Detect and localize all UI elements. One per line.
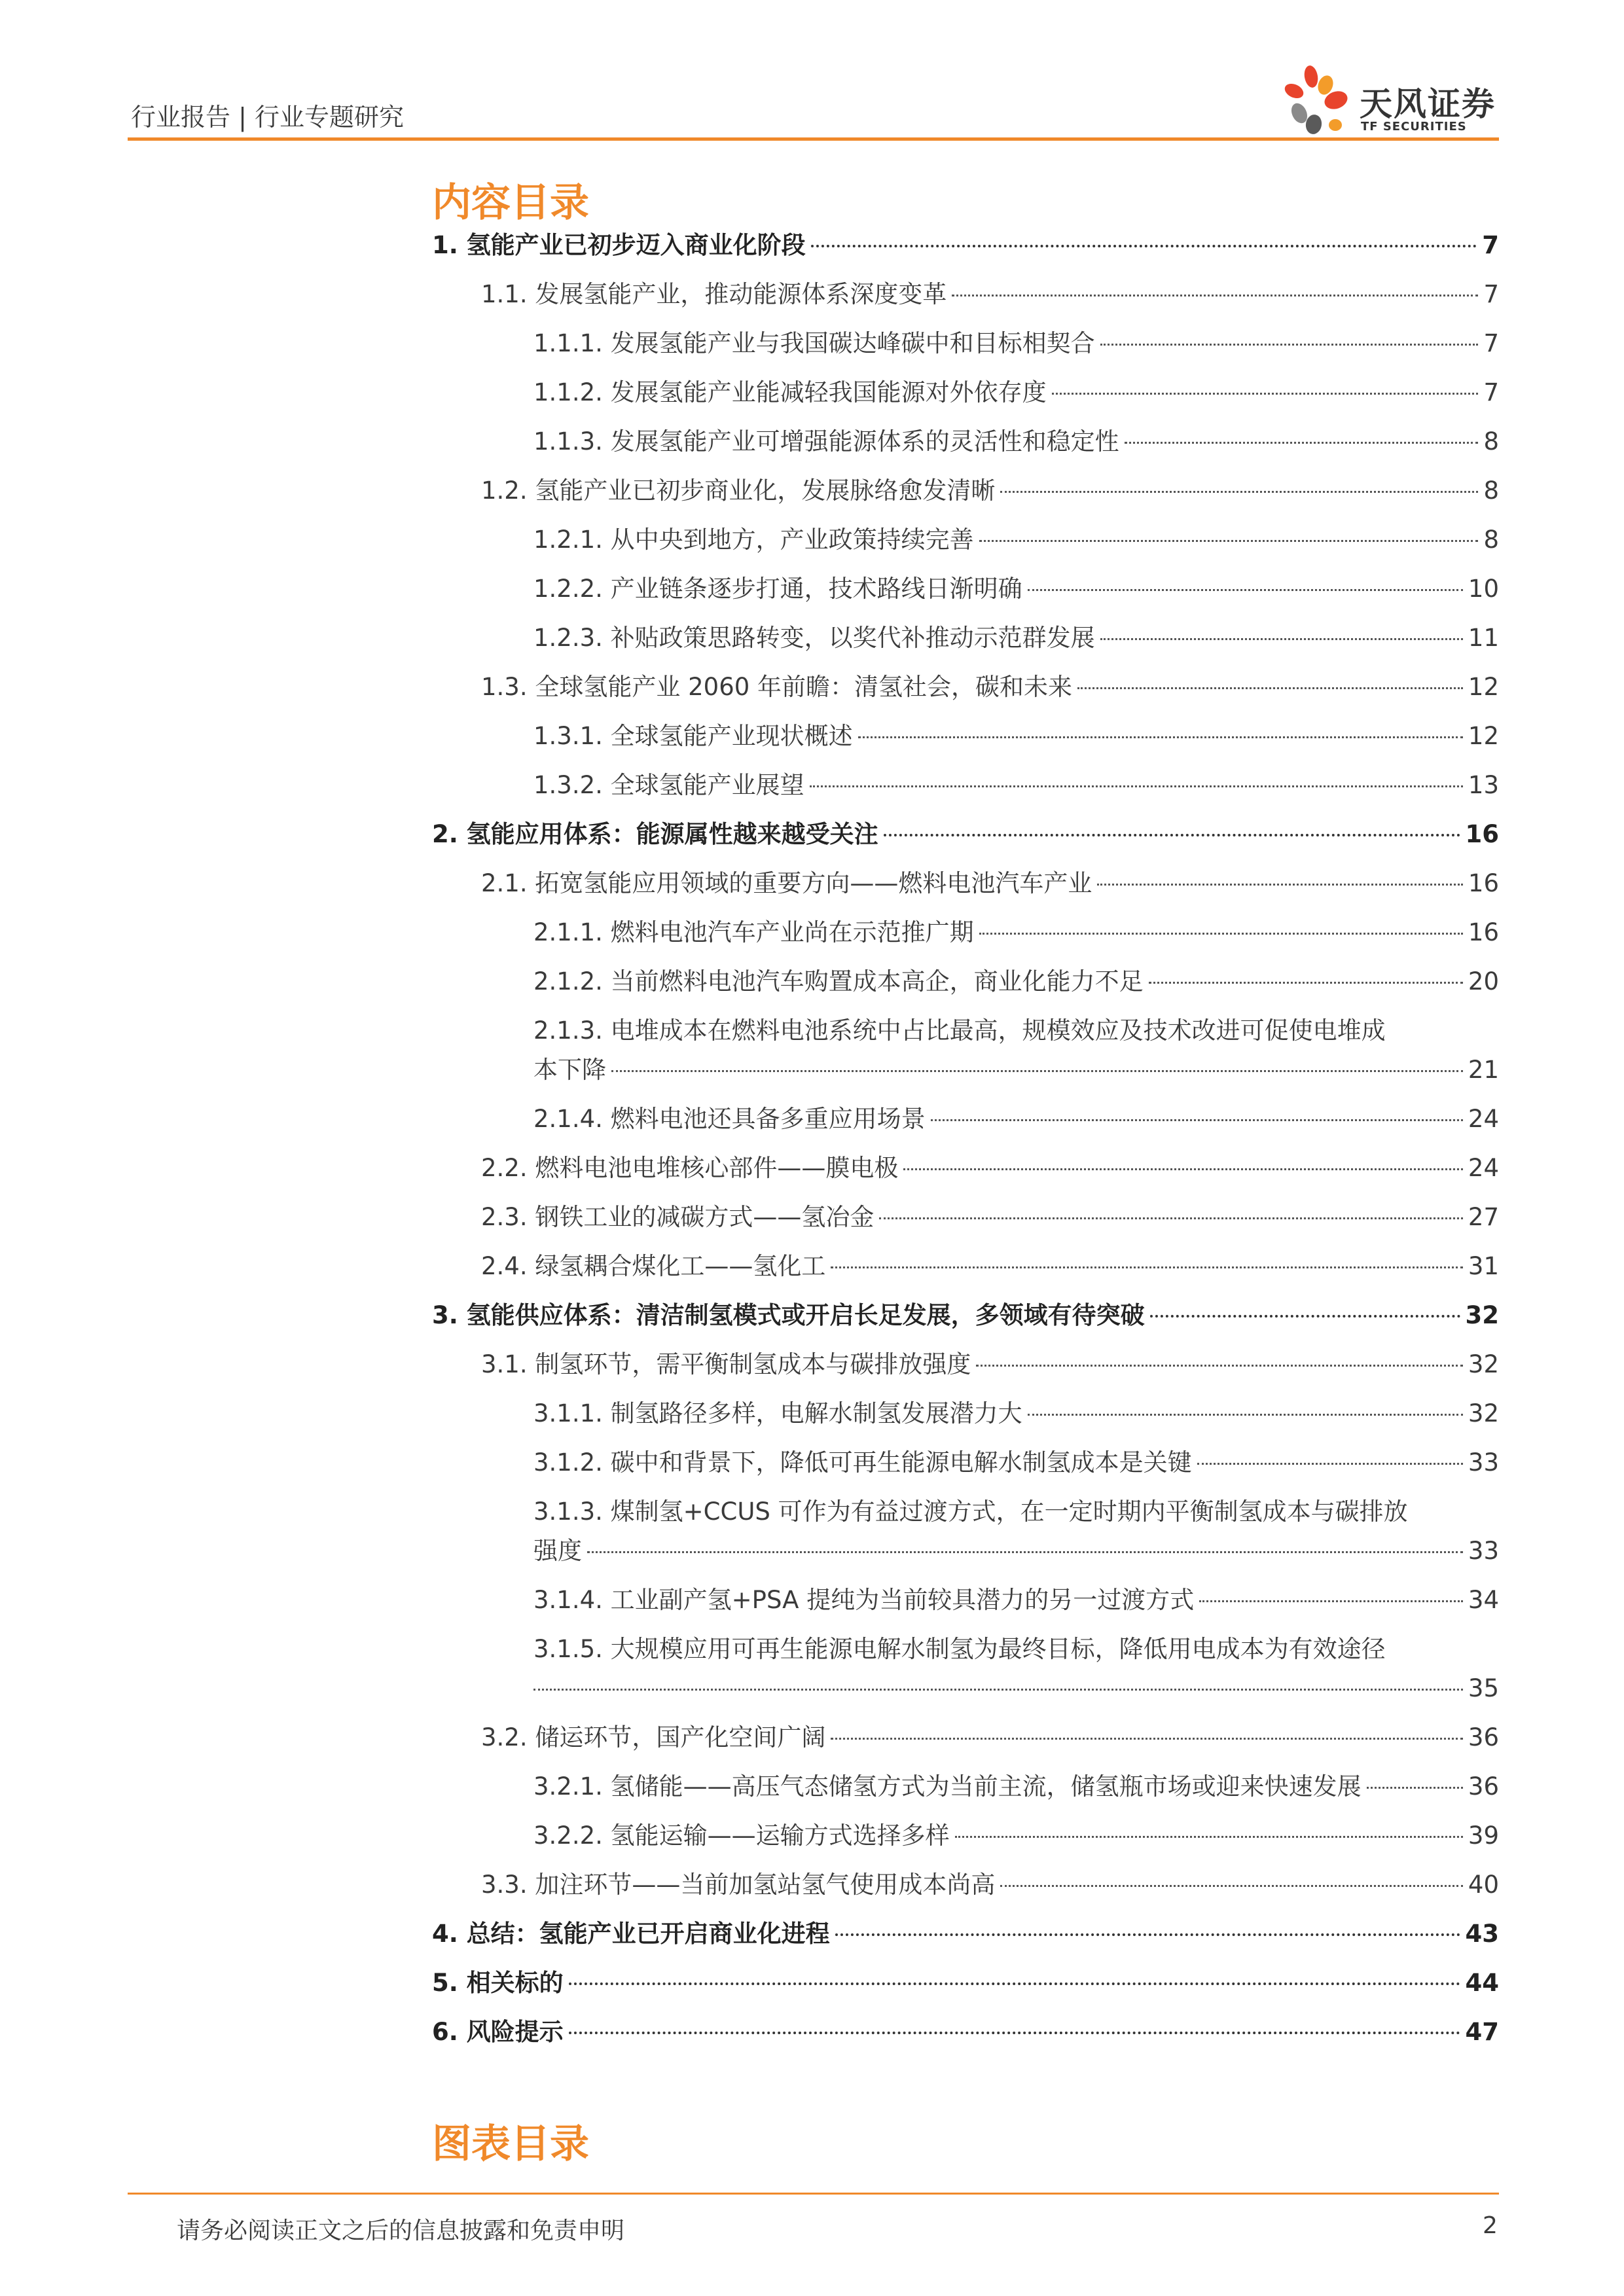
footer-divider (128, 2193, 1499, 2195)
toc-entry-label: 1.3. 全球氢能产业 2060 年前瞻：清氢社会，碳和未来 (481, 673, 1073, 701)
toc-dot-leader (1125, 442, 1479, 444)
toc-entry[interactable] (432, 2016, 1499, 2049)
toc-entry[interactable] (533, 720, 1499, 753)
toc-entry[interactable] (533, 1770, 1499, 1803)
toc-entry-label: 1.2. 氢能产业已初步商业化，发展脉络愈发清晰 (481, 476, 996, 505)
toc-entry[interactable] (533, 327, 1499, 360)
toc-entry-page: 8 (1483, 427, 1499, 456)
toc-dot-leader (1028, 589, 1463, 591)
toc-dot-leader (1077, 687, 1463, 689)
toc-entry-page: 8 (1483, 526, 1499, 554)
toc-entry[interactable] (533, 573, 1499, 605)
toc-dot-leader (533, 1689, 1463, 1691)
toc-entry-page: 7 (1483, 280, 1499, 308)
toc-entry-page: 12 (1468, 673, 1499, 701)
toc-entry-page: 16 (1465, 820, 1499, 848)
toc-dot-leader (1000, 491, 1478, 493)
toc-dot-leader (1150, 1315, 1460, 1318)
toc-entry[interactable] (533, 1446, 1499, 1479)
toc-entry[interactable] (481, 1348, 1499, 1381)
toc-dot-leader (903, 1168, 1463, 1170)
toc-entry-label: 3.1.3. 煤制氢+CCUS 可作为有益过渡方式，在一定时期内平衡制氢成本与碳排放 (533, 1498, 1408, 1526)
toc-entry[interactable] (481, 1152, 1499, 1185)
toc-entry-page: 43 (1465, 1920, 1499, 1948)
toc-dot-leader (1367, 1787, 1463, 1789)
toc-entry[interactable] (533, 1397, 1499, 1430)
toc-dot-leader (831, 1266, 1463, 1268)
toc-dot-leader (884, 834, 1460, 836)
toc-dot-leader (831, 1738, 1463, 1740)
toc-entry[interactable] (533, 965, 1499, 998)
toc-entry-label: 3.1.5. 大规模应用可再生能源电解水制氢为最终目标，降低用电成本为有效途径 (533, 1635, 1386, 1663)
toc-entry-page: 34 (1468, 1586, 1499, 1614)
toc-entry-label: 3.2.1. 氢储能——高压气态储氢方式为当前主流，储氢瓶市场或迎来快速发展 (533, 1772, 1362, 1801)
toc-entry-page: 8 (1483, 476, 1499, 505)
toc-entry-page: 7 (1483, 329, 1499, 357)
toc-dot-leader (931, 1119, 1463, 1121)
toc-entry[interactable] (481, 1721, 1499, 1754)
toc-entry-label: 3.1. 制氢环节，需平衡制氢成本与碳排放强度 (481, 1350, 971, 1378)
toc-dot-leader (879, 1217, 1463, 1219)
toc-entry[interactable] (481, 1201, 1499, 1234)
toc-entry-label: 强度 (533, 1537, 582, 1565)
toc-entry-label: 1.1.2. 发展氢能产业能减轻我国能源对外依存度 (533, 378, 1047, 406)
toc-dot-leader (811, 245, 1477, 247)
toc-entry-label: 2.2. 燃料电池电堆核心部件——膜电极 (481, 1154, 899, 1182)
logo-name: 天风证券 (1360, 85, 1496, 123)
toc-entry-label: 4. 总结：氢能产业已开启商业化进程 (432, 1920, 830, 1948)
header-breadcrumb: 行业报告 | 行业专题研究 (131, 103, 404, 132)
toc-entry-page: 7 (1483, 378, 1499, 406)
toc-entry-label: 3.1.4. 工业副产氢+PSA 提纯为当前较具潜力的另一过渡方式 (533, 1586, 1195, 1614)
toc-entry-page: 12 (1468, 722, 1499, 750)
toc-entry-page: 16 (1468, 869, 1499, 897)
toc-dot-leader (1097, 884, 1463, 886)
toc-dot-leader (1197, 1463, 1463, 1465)
toc-entry-page: 21 (1468, 1056, 1499, 1084)
toc-dot-leader (1000, 1885, 1463, 1887)
toc-entry-page: 35 (1468, 1674, 1499, 1702)
toc-entry-label: 2. 氢能应用体系：能源属性越来越受关注 (432, 820, 878, 848)
toc-entry-page: 44 (1465, 1969, 1499, 1997)
toc-entry[interactable] (432, 1967, 1499, 2000)
toc-dot-leader (952, 295, 1478, 296)
toc-title: 内容目录 (432, 180, 589, 226)
toc-entry-page: 32 (1465, 1301, 1499, 1329)
toc-entry-page: 36 (1468, 1772, 1499, 1801)
toc-entry-label: 5. 相关标的 (432, 1969, 564, 1997)
figure-toc-title: 图表目录 (432, 2121, 589, 2167)
toc-dot-leader (979, 540, 1479, 542)
toc-dot-leader (1199, 1600, 1463, 1602)
toc-dot-leader (1100, 638, 1463, 640)
toc-entry-page: 33 (1468, 1537, 1499, 1565)
toc-entry[interactable] (481, 1869, 1499, 1901)
toc-entry[interactable] (432, 1299, 1499, 1332)
toc-entry-label: 3.1.1. 制氢路径多样，电解水制氢发展潜力大 (533, 1399, 1022, 1427)
toc-entry-page: 36 (1468, 1723, 1499, 1751)
toc-entry[interactable] (533, 425, 1499, 458)
toc-dot-leader (976, 1365, 1463, 1367)
toc-entry-label: 1. 氢能产业已初步迈入商业化阶段 (432, 231, 806, 259)
toc-entry-label: 2.4. 绿氢耦合煤化工——氢化工 (481, 1252, 826, 1280)
toc-entry-label: 1.1.1. 发展氢能产业与我国碳达峰碳中和目标相契合 (533, 329, 1095, 357)
toc-entry-page: 11 (1468, 624, 1499, 652)
toc-dot-leader (611, 1070, 1463, 1072)
toc-entry-label: 3.3. 加注环节——当前加氢站氢气使用成本尚高 (481, 1871, 996, 1899)
toc-entry-label: 1.1.3. 发展氢能产业可增强能源体系的灵活性和稳定性 (533, 427, 1119, 456)
toc-dot-leader (587, 1551, 1463, 1553)
toc-entry[interactable] (533, 916, 1499, 949)
toc-entry-label: 2.3. 钢铁工业的减碳方式——氢冶金 (481, 1203, 875, 1231)
toc-entry-label: 2.1.1. 燃料电池汽车产业尚在示范推广期 (533, 918, 974, 946)
toc-dot-leader (979, 933, 1463, 935)
toc-entry-page: 32 (1468, 1350, 1499, 1378)
toc-entry-label: 1.3.1. 全球氢能产业现状概述 (533, 722, 853, 750)
toc-entry-page: 24 (1468, 1105, 1499, 1133)
toc-dot-leader (569, 1982, 1460, 1985)
toc-entry-label: 3.1.2. 碳中和背景下，降低可再生能源电解水制氢成本是关键 (533, 1448, 1192, 1477)
logo-subtitle: TF SECURITIES (1361, 120, 1467, 134)
toc-entry-label: 2.1.3. 电堆成本在燃料电池系统中占比最高，规模效应及技术改进可促使电堆成 (533, 1016, 1386, 1045)
page-number: 2 (1483, 2212, 1498, 2239)
toc-entry[interactable] (432, 229, 1499, 262)
toc-entry-page: 31 (1468, 1252, 1499, 1280)
toc-entry-label: 3.2.2. 氢能运输——运输方式选择多样 (533, 1821, 950, 1850)
toc-entry[interactable] (533, 1633, 1499, 1705)
toc-entry-label: 2.1.2. 当前燃料电池汽车购置成本高企，商业化能力不足 (533, 967, 1144, 996)
toc-dot-leader (858, 736, 1463, 738)
toc-entry-page: 47 (1465, 2018, 1499, 2046)
toc-entry-label: 1.1. 发展氢能产业，推动能源体系深度变革 (481, 280, 947, 308)
toc-entry-label: 6. 风险提示 (432, 2018, 564, 2046)
toc-entry-page: 7 (1482, 231, 1499, 259)
toc-entry[interactable] (481, 867, 1499, 900)
toc-entry-page: 40 (1468, 1871, 1499, 1899)
toc-entry-page: 16 (1468, 918, 1499, 946)
toc-entry[interactable] (533, 1014, 1499, 1086)
toc-dot-leader (569, 2032, 1460, 2034)
toc-entry-page: 32 (1468, 1399, 1499, 1427)
toc-entry[interactable] (481, 671, 1499, 704)
toc-entry-page: 13 (1468, 771, 1499, 799)
toc-entry[interactable] (432, 818, 1499, 851)
toc-dot-leader (955, 1836, 1463, 1838)
toc-dot-leader (1149, 982, 1463, 984)
toc-entry[interactable] (533, 769, 1499, 802)
toc-entry[interactable] (533, 1103, 1499, 1136)
toc-entry[interactable] (533, 1584, 1499, 1617)
toc-entry-label: 2.1. 拓宽氢能应用领域的重要方向——燃料电池汽车产业 (481, 869, 1092, 897)
toc-entry-page: 10 (1468, 575, 1499, 603)
toc-dot-leader (1052, 393, 1479, 395)
toc-entry-label: 1.3.2. 全球氢能产业展望 (533, 771, 804, 799)
toc-entry[interactable] (533, 1820, 1499, 1852)
toc-entry[interactable] (481, 1250, 1499, 1283)
footer-disclaimer: 请务必阅读正文之后的信息披露和免责申明 (177, 2217, 625, 2244)
toc-entry-page: 39 (1468, 1821, 1499, 1850)
toc-dot-leader (1100, 344, 1479, 346)
toc-entry[interactable] (481, 475, 1499, 507)
toc-entry-label: 3. 氢能供应体系：清洁制氢模式或开启长足发展，多领域有待突破 (432, 1301, 1145, 1329)
toc-entry-label: 2.1.4. 燃料电池还具备多重应用场景 (533, 1105, 926, 1133)
toc-dot-leader (810, 785, 1463, 787)
toc-entry-page: 33 (1468, 1448, 1499, 1477)
toc-entry-label: 1.2.2. 产业链条逐步打通，技术路线日渐明确 (533, 575, 1022, 603)
toc-entry-label: 1.2.1. 从中央到地方，产业政策持续完善 (533, 526, 974, 554)
toc-entry-page: 24 (1468, 1154, 1499, 1182)
toc-entry[interactable] (533, 376, 1499, 409)
toc-entry-page: 20 (1468, 967, 1499, 996)
toc-dot-leader (1028, 1414, 1463, 1416)
toc-entry[interactable] (481, 278, 1499, 311)
toc-entry-label: 3.2. 储运环节，国产化空间广阔 (481, 1723, 826, 1751)
toc-entry-label: 本下降 (533, 1056, 606, 1084)
toc-entry[interactable] (432, 1918, 1499, 1950)
toc-dot-leader (835, 1933, 1460, 1936)
toc-entry[interactable] (533, 622, 1499, 655)
toc-entry-page: 27 (1468, 1203, 1499, 1231)
toc-entry[interactable] (533, 524, 1499, 556)
toc-entry-label: 1.2.3. 补贴政策思路转变，以奖代补推动示范群发展 (533, 624, 1095, 652)
toc-entry[interactable] (533, 1496, 1499, 1568)
